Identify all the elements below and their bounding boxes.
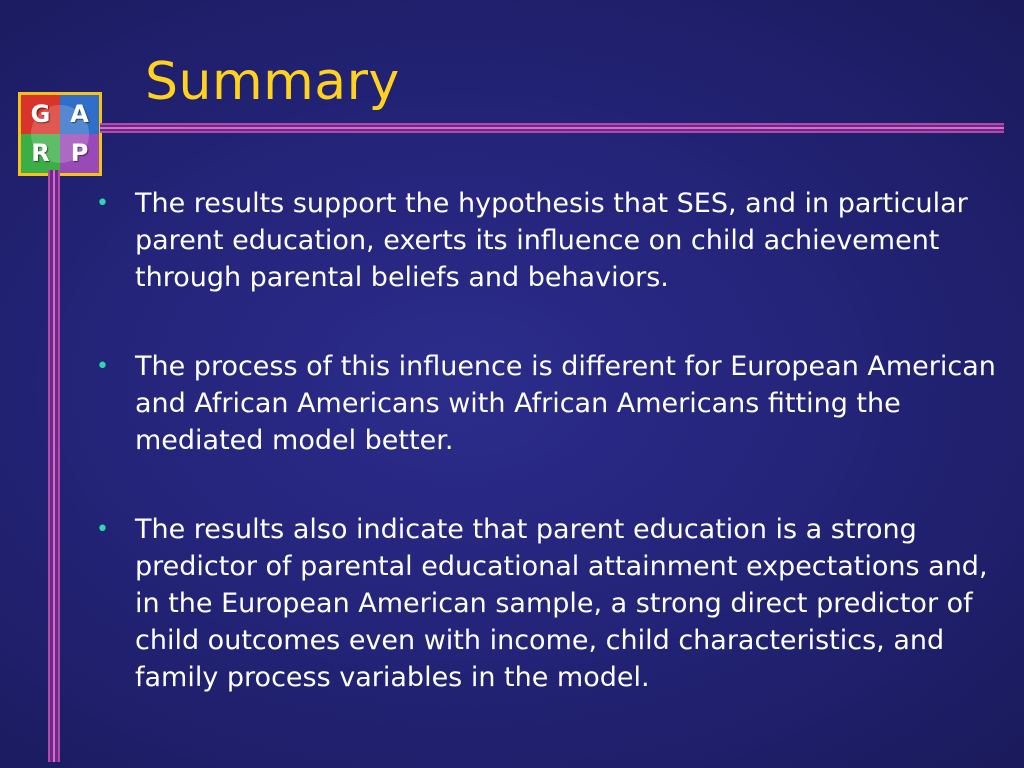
logo-letter-r: R bbox=[31, 139, 50, 167]
logo-letter-a: A bbox=[70, 100, 89, 128]
bullet-text: The results also indicate that parent education is a strong predictor of parental educational attainment expectations and, in the European American sample, a strong direct predictor of child outcomes even with income, child characteristics, and family process variables in the model. bbox=[135, 514, 988, 693]
bullet-list bbox=[96, 185, 996, 696]
title-divider-line bbox=[100, 123, 1004, 133]
bullet-marker-icon: • bbox=[96, 517, 109, 542]
logo-letter-g: G bbox=[30, 100, 51, 128]
slide-title: Summary bbox=[145, 52, 400, 112]
bullet-item bbox=[96, 348, 996, 459]
garp-logo bbox=[18, 92, 102, 176]
bullet-item bbox=[96, 511, 996, 696]
bullet-text: The results support the hypothesis that SES, and in particular parent education, exerts its influence on child achievement through parental beliefs and behaviors. bbox=[135, 188, 968, 293]
logo-letter-p: P bbox=[70, 139, 89, 167]
bullet-item bbox=[96, 185, 996, 296]
bullet-marker-icon: • bbox=[96, 191, 109, 216]
bullet-marker-icon: • bbox=[96, 354, 109, 379]
left-vertical-line bbox=[48, 170, 60, 762]
bullet-text: The process of this influence is different for European American and African Americans with African Americans fitting the mediated model better. bbox=[135, 351, 996, 456]
